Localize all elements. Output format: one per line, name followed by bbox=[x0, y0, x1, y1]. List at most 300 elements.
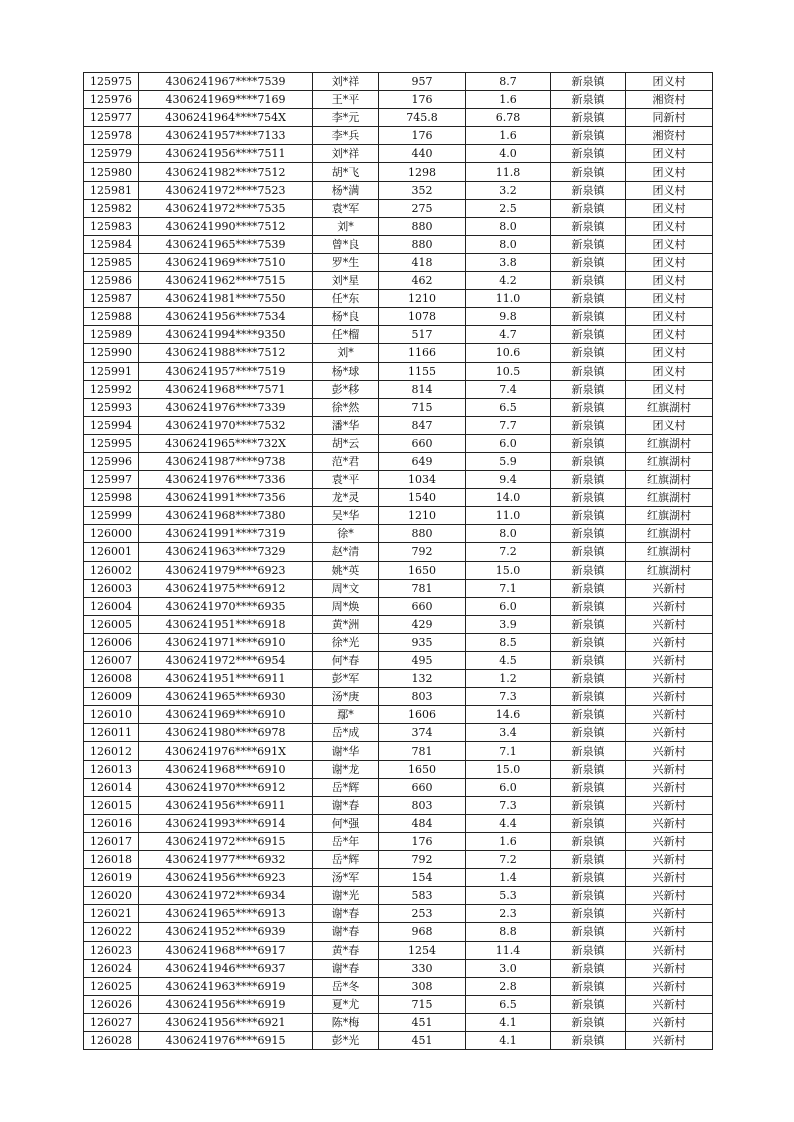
cell-row-number: 126013 bbox=[84, 760, 139, 778]
table-row bbox=[84, 941, 713, 959]
cell-id-number: 4306241969****7169 bbox=[139, 91, 313, 109]
cell-id-number: 4306241970****6912 bbox=[139, 778, 313, 796]
cell-amount: 803 bbox=[379, 796, 466, 814]
cell-amount: 451 bbox=[379, 1013, 466, 1031]
table-row bbox=[84, 724, 713, 742]
cell-village: 兴新村 bbox=[626, 832, 713, 850]
cell-village: 团义村 bbox=[626, 326, 713, 344]
cell-town: 新泉镇 bbox=[551, 91, 626, 109]
cell-person-name: 刘*祥 bbox=[313, 73, 379, 91]
cell-village: 红旗湖村 bbox=[626, 489, 713, 507]
table-row bbox=[84, 561, 713, 579]
cell-town: 新泉镇 bbox=[551, 597, 626, 615]
cell-id-number: 4306241951****6911 bbox=[139, 670, 313, 688]
cell-person-name: 谢*华 bbox=[313, 742, 379, 760]
records-table-body bbox=[84, 73, 713, 1050]
cell-quantity: 8.0 bbox=[466, 217, 551, 235]
cell-row-number: 125980 bbox=[84, 163, 139, 181]
cell-row-number: 126023 bbox=[84, 941, 139, 959]
cell-quantity: 7.4 bbox=[466, 380, 551, 398]
cell-row-number: 126017 bbox=[84, 832, 139, 850]
cell-amount: 715 bbox=[379, 398, 466, 416]
table-row bbox=[84, 760, 713, 778]
cell-town: 新泉镇 bbox=[551, 977, 626, 995]
table-row bbox=[84, 362, 713, 380]
cell-amount: 660 bbox=[379, 597, 466, 615]
cell-village: 同新村 bbox=[626, 109, 713, 127]
cell-amount: 154 bbox=[379, 869, 466, 887]
table-row bbox=[84, 995, 713, 1013]
cell-village: 团义村 bbox=[626, 73, 713, 91]
cell-person-name: 彭*军 bbox=[313, 670, 379, 688]
cell-person-name: 赵*清 bbox=[313, 543, 379, 561]
table-row bbox=[84, 290, 713, 308]
cell-person-name: 罗*生 bbox=[313, 253, 379, 271]
cell-quantity: 4.2 bbox=[466, 272, 551, 290]
cell-town: 新泉镇 bbox=[551, 489, 626, 507]
cell-amount: 792 bbox=[379, 543, 466, 561]
cell-town: 新泉镇 bbox=[551, 633, 626, 651]
cell-town: 新泉镇 bbox=[551, 670, 626, 688]
cell-village: 团义村 bbox=[626, 253, 713, 271]
cell-quantity: 6.78 bbox=[466, 109, 551, 127]
cell-quantity: 4.0 bbox=[466, 145, 551, 163]
cell-row-number: 125977 bbox=[84, 109, 139, 127]
cell-town: 新泉镇 bbox=[551, 652, 626, 670]
cell-amount: 176 bbox=[379, 91, 466, 109]
cell-town: 新泉镇 bbox=[551, 380, 626, 398]
cell-town: 新泉镇 bbox=[551, 543, 626, 561]
cell-row-number: 126009 bbox=[84, 688, 139, 706]
cell-town: 新泉镇 bbox=[551, 452, 626, 470]
cell-row-number: 126015 bbox=[84, 796, 139, 814]
cell-id-number: 4306241962****7515 bbox=[139, 272, 313, 290]
cell-town: 新泉镇 bbox=[551, 760, 626, 778]
table-row bbox=[84, 670, 713, 688]
cell-person-name: 吴*华 bbox=[313, 507, 379, 525]
cell-person-name: 谢*春 bbox=[313, 905, 379, 923]
cell-quantity: 11.4 bbox=[466, 941, 551, 959]
cell-village: 兴新村 bbox=[626, 851, 713, 869]
cell-person-name: 刘*祥 bbox=[313, 145, 379, 163]
cell-quantity: 10.6 bbox=[466, 344, 551, 362]
cell-town: 新泉镇 bbox=[551, 434, 626, 452]
cell-id-number: 4306241976****7336 bbox=[139, 471, 313, 489]
cell-village: 团义村 bbox=[626, 362, 713, 380]
table-row bbox=[84, 181, 713, 199]
cell-town: 新泉镇 bbox=[551, 127, 626, 145]
cell-person-name: 胡*飞 bbox=[313, 163, 379, 181]
table-row bbox=[84, 380, 713, 398]
cell-quantity: 11.0 bbox=[466, 507, 551, 525]
cell-amount: 253 bbox=[379, 905, 466, 923]
cell-village: 兴新村 bbox=[626, 814, 713, 832]
cell-amount: 847 bbox=[379, 416, 466, 434]
table-row bbox=[84, 959, 713, 977]
cell-person-name: 李*兵 bbox=[313, 127, 379, 145]
cell-quantity: 1.6 bbox=[466, 127, 551, 145]
cell-quantity: 2.8 bbox=[466, 977, 551, 995]
cell-amount: 745.8 bbox=[379, 109, 466, 127]
cell-village: 团义村 bbox=[626, 290, 713, 308]
cell-id-number: 4306241972****7523 bbox=[139, 181, 313, 199]
cell-amount: 1155 bbox=[379, 362, 466, 380]
cell-person-name: 刘* bbox=[313, 217, 379, 235]
table-row bbox=[84, 217, 713, 235]
cell-quantity: 4.1 bbox=[466, 1031, 551, 1049]
cell-id-number: 4306241957****7133 bbox=[139, 127, 313, 145]
cell-id-number: 4306241970****6935 bbox=[139, 597, 313, 615]
cell-village: 红旗湖村 bbox=[626, 471, 713, 489]
cell-town: 新泉镇 bbox=[551, 362, 626, 380]
cell-town: 新泉镇 bbox=[551, 742, 626, 760]
cell-amount: 880 bbox=[379, 217, 466, 235]
cell-person-name: 黄*洲 bbox=[313, 615, 379, 633]
cell-amount: 880 bbox=[379, 235, 466, 253]
cell-town: 新泉镇 bbox=[551, 1013, 626, 1031]
cell-amount: 781 bbox=[379, 742, 466, 760]
cell-quantity: 3.4 bbox=[466, 724, 551, 742]
cell-village: 兴新村 bbox=[626, 941, 713, 959]
cell-town: 新泉镇 bbox=[551, 398, 626, 416]
cell-quantity: 6.0 bbox=[466, 597, 551, 615]
cell-village: 兴新村 bbox=[626, 633, 713, 651]
cell-quantity: 1.6 bbox=[466, 91, 551, 109]
cell-quantity: 8.5 bbox=[466, 633, 551, 651]
cell-quantity: 10.5 bbox=[466, 362, 551, 380]
cell-person-name: 谢*龙 bbox=[313, 760, 379, 778]
cell-person-name: 岳*辉 bbox=[313, 851, 379, 869]
cell-id-number: 4306241981****7550 bbox=[139, 290, 313, 308]
cell-id-number: 4306241956****7534 bbox=[139, 308, 313, 326]
cell-village: 兴新村 bbox=[626, 959, 713, 977]
cell-quantity: 1.6 bbox=[466, 832, 551, 850]
cell-village: 团义村 bbox=[626, 199, 713, 217]
cell-amount: 814 bbox=[379, 380, 466, 398]
cell-id-number: 4306241991****7319 bbox=[139, 525, 313, 543]
cell-id-number: 4306241982****7512 bbox=[139, 163, 313, 181]
table-row bbox=[84, 706, 713, 724]
cell-town: 新泉镇 bbox=[551, 235, 626, 253]
cell-village: 红旗湖村 bbox=[626, 525, 713, 543]
cell-id-number: 4306241972****6915 bbox=[139, 832, 313, 850]
cell-quantity: 9.4 bbox=[466, 471, 551, 489]
cell-amount: 484 bbox=[379, 814, 466, 832]
cell-quantity: 7.1 bbox=[466, 579, 551, 597]
cell-village: 兴新村 bbox=[626, 796, 713, 814]
cell-person-name: 鄢* bbox=[313, 706, 379, 724]
cell-person-name: 胡*云 bbox=[313, 434, 379, 452]
cell-row-number: 126006 bbox=[84, 633, 139, 651]
cell-village: 红旗湖村 bbox=[626, 398, 713, 416]
cell-village: 兴新村 bbox=[626, 597, 713, 615]
cell-quantity: 6.0 bbox=[466, 778, 551, 796]
cell-id-number: 4306241956****6923 bbox=[139, 869, 313, 887]
cell-village: 兴新村 bbox=[626, 688, 713, 706]
cell-person-name: 曾*良 bbox=[313, 235, 379, 253]
cell-quantity: 3.9 bbox=[466, 615, 551, 633]
table-row bbox=[84, 1013, 713, 1031]
cell-village: 团义村 bbox=[626, 416, 713, 434]
cell-id-number: 4306241956****6911 bbox=[139, 796, 313, 814]
cell-id-number: 4306241967****7539 bbox=[139, 73, 313, 91]
cell-id-number: 4306241972****6934 bbox=[139, 887, 313, 905]
records-table bbox=[83, 72, 713, 1050]
cell-town: 新泉镇 bbox=[551, 181, 626, 199]
cell-person-name: 汤*军 bbox=[313, 869, 379, 887]
cell-town: 新泉镇 bbox=[551, 814, 626, 832]
table-row bbox=[84, 127, 713, 145]
cell-amount: 1254 bbox=[379, 941, 466, 959]
cell-row-number: 126016 bbox=[84, 814, 139, 832]
cell-id-number: 4306241965****6913 bbox=[139, 905, 313, 923]
cell-row-number: 125996 bbox=[84, 452, 139, 470]
cell-id-number: 4306241956****7511 bbox=[139, 145, 313, 163]
cell-quantity: 1.2 bbox=[466, 670, 551, 688]
cell-quantity: 3.0 bbox=[466, 959, 551, 977]
cell-town: 新泉镇 bbox=[551, 995, 626, 1013]
cell-person-name: 陈*梅 bbox=[313, 1013, 379, 1031]
cell-village: 兴新村 bbox=[626, 1031, 713, 1049]
table-row bbox=[84, 109, 713, 127]
cell-row-number: 125995 bbox=[84, 434, 139, 452]
table-row bbox=[84, 851, 713, 869]
cell-amount: 308 bbox=[379, 977, 466, 995]
cell-town: 新泉镇 bbox=[551, 796, 626, 814]
cell-row-number: 125984 bbox=[84, 235, 139, 253]
cell-person-name: 夏*尤 bbox=[313, 995, 379, 1013]
cell-quantity: 15.0 bbox=[466, 760, 551, 778]
cell-id-number: 4306241969****6910 bbox=[139, 706, 313, 724]
cell-id-number: 4306241952****6939 bbox=[139, 923, 313, 941]
cell-village: 团义村 bbox=[626, 380, 713, 398]
table-row bbox=[84, 326, 713, 344]
cell-quantity: 2.5 bbox=[466, 199, 551, 217]
cell-person-name: 徐*光 bbox=[313, 633, 379, 651]
cell-row-number: 125983 bbox=[84, 217, 139, 235]
cell-town: 新泉镇 bbox=[551, 869, 626, 887]
cell-id-number: 4306241965****6930 bbox=[139, 688, 313, 706]
cell-row-number: 126008 bbox=[84, 670, 139, 688]
table-row bbox=[84, 145, 713, 163]
cell-row-number: 126025 bbox=[84, 977, 139, 995]
cell-row-number: 125990 bbox=[84, 344, 139, 362]
table-row bbox=[84, 199, 713, 217]
cell-quantity: 15.0 bbox=[466, 561, 551, 579]
cell-quantity: 4.5 bbox=[466, 652, 551, 670]
cell-amount: 583 bbox=[379, 887, 466, 905]
cell-amount: 352 bbox=[379, 181, 466, 199]
cell-row-number: 126003 bbox=[84, 579, 139, 597]
cell-row-number: 125988 bbox=[84, 308, 139, 326]
cell-town: 新泉镇 bbox=[551, 272, 626, 290]
cell-quantity: 8.8 bbox=[466, 923, 551, 941]
cell-id-number: 4306241972****7535 bbox=[139, 199, 313, 217]
cell-quantity: 8.7 bbox=[466, 73, 551, 91]
cell-amount: 495 bbox=[379, 652, 466, 670]
cell-town: 新泉镇 bbox=[551, 959, 626, 977]
cell-row-number: 126002 bbox=[84, 561, 139, 579]
cell-person-name: 彭*移 bbox=[313, 380, 379, 398]
cell-amount: 660 bbox=[379, 434, 466, 452]
table-row bbox=[84, 778, 713, 796]
cell-row-number: 126012 bbox=[84, 742, 139, 760]
cell-town: 新泉镇 bbox=[551, 344, 626, 362]
cell-amount: 803 bbox=[379, 688, 466, 706]
cell-amount: 781 bbox=[379, 579, 466, 597]
cell-village: 红旗湖村 bbox=[626, 452, 713, 470]
table-row bbox=[84, 416, 713, 434]
cell-amount: 1210 bbox=[379, 290, 466, 308]
cell-amount: 935 bbox=[379, 633, 466, 651]
cell-village: 兴新村 bbox=[626, 778, 713, 796]
cell-town: 新泉镇 bbox=[551, 416, 626, 434]
cell-id-number: 4306241994****9350 bbox=[139, 326, 313, 344]
cell-person-name: 刘* bbox=[313, 344, 379, 362]
cell-amount: 429 bbox=[379, 615, 466, 633]
cell-town: 新泉镇 bbox=[551, 561, 626, 579]
cell-person-name: 岳*冬 bbox=[313, 977, 379, 995]
cell-id-number: 4306241963****7329 bbox=[139, 543, 313, 561]
cell-village: 兴新村 bbox=[626, 923, 713, 941]
cell-id-number: 4306241991****7356 bbox=[139, 489, 313, 507]
table-row bbox=[84, 73, 713, 91]
cell-id-number: 4306241972****6954 bbox=[139, 652, 313, 670]
cell-id-number: 4306241975****6912 bbox=[139, 579, 313, 597]
cell-town: 新泉镇 bbox=[551, 163, 626, 181]
table-row bbox=[84, 814, 713, 832]
cell-person-name: 岳*辉 bbox=[313, 778, 379, 796]
cell-town: 新泉镇 bbox=[551, 109, 626, 127]
table-row bbox=[84, 452, 713, 470]
cell-quantity: 14.0 bbox=[466, 489, 551, 507]
table-row bbox=[84, 434, 713, 452]
cell-id-number: 4306241956****6919 bbox=[139, 995, 313, 1013]
table-row bbox=[84, 688, 713, 706]
cell-town: 新泉镇 bbox=[551, 832, 626, 850]
cell-person-name: 袁*平 bbox=[313, 471, 379, 489]
cell-village: 团义村 bbox=[626, 145, 713, 163]
cell-village: 兴新村 bbox=[626, 995, 713, 1013]
cell-quantity: 8.0 bbox=[466, 525, 551, 543]
table-row bbox=[84, 543, 713, 561]
cell-amount: 374 bbox=[379, 724, 466, 742]
cell-town: 新泉镇 bbox=[551, 778, 626, 796]
cell-amount: 330 bbox=[379, 959, 466, 977]
cell-person-name: 王*平 bbox=[313, 91, 379, 109]
cell-id-number: 4306241993****6914 bbox=[139, 814, 313, 832]
table-row bbox=[84, 597, 713, 615]
cell-amount: 1540 bbox=[379, 489, 466, 507]
cell-amount: 1650 bbox=[379, 561, 466, 579]
cell-row-number: 125997 bbox=[84, 471, 139, 489]
cell-amount: 176 bbox=[379, 127, 466, 145]
cell-person-name: 任*东 bbox=[313, 290, 379, 308]
cell-row-number: 125994 bbox=[84, 416, 139, 434]
cell-village: 红旗湖村 bbox=[626, 561, 713, 579]
cell-person-name: 姚*英 bbox=[313, 561, 379, 579]
cell-town: 新泉镇 bbox=[551, 1031, 626, 1049]
cell-quantity: 4.4 bbox=[466, 814, 551, 832]
cell-row-number: 125978 bbox=[84, 127, 139, 145]
cell-amount: 176 bbox=[379, 832, 466, 850]
cell-id-number: 4306241979****6923 bbox=[139, 561, 313, 579]
cell-village: 团义村 bbox=[626, 217, 713, 235]
cell-row-number: 126022 bbox=[84, 923, 139, 941]
cell-id-number: 4306241990****7512 bbox=[139, 217, 313, 235]
cell-row-number: 125979 bbox=[84, 145, 139, 163]
cell-quantity: 7.7 bbox=[466, 416, 551, 434]
cell-quantity: 6.5 bbox=[466, 995, 551, 1013]
cell-id-number: 4306241971****6910 bbox=[139, 633, 313, 651]
cell-village: 湘资村 bbox=[626, 127, 713, 145]
cell-town: 新泉镇 bbox=[551, 851, 626, 869]
cell-row-number: 125987 bbox=[84, 290, 139, 308]
cell-id-number: 4306241976****691X bbox=[139, 742, 313, 760]
table-row bbox=[84, 344, 713, 362]
cell-row-number: 125992 bbox=[84, 380, 139, 398]
cell-amount: 1650 bbox=[379, 760, 466, 778]
cell-person-name: 岳*成 bbox=[313, 724, 379, 742]
cell-town: 新泉镇 bbox=[551, 217, 626, 235]
cell-village: 团义村 bbox=[626, 272, 713, 290]
cell-village: 兴新村 bbox=[626, 579, 713, 597]
table-row bbox=[84, 887, 713, 905]
cell-village: 团义村 bbox=[626, 308, 713, 326]
cell-id-number: 4306241968****6910 bbox=[139, 760, 313, 778]
table-row bbox=[84, 832, 713, 850]
table-row bbox=[84, 272, 713, 290]
cell-quantity: 11.8 bbox=[466, 163, 551, 181]
cell-row-number: 126026 bbox=[84, 995, 139, 1013]
cell-town: 新泉镇 bbox=[551, 199, 626, 217]
cell-row-number: 125981 bbox=[84, 181, 139, 199]
cell-town: 新泉镇 bbox=[551, 579, 626, 597]
cell-person-name: 袁*军 bbox=[313, 199, 379, 217]
cell-town: 新泉镇 bbox=[551, 724, 626, 742]
cell-amount: 1034 bbox=[379, 471, 466, 489]
table-row bbox=[84, 633, 713, 651]
table-row bbox=[84, 507, 713, 525]
cell-id-number: 4306241976****7339 bbox=[139, 398, 313, 416]
cell-village: 湘资村 bbox=[626, 91, 713, 109]
cell-amount: 649 bbox=[379, 452, 466, 470]
cell-amount: 1166 bbox=[379, 344, 466, 362]
cell-amount: 792 bbox=[379, 851, 466, 869]
cell-amount: 957 bbox=[379, 73, 466, 91]
cell-row-number: 125989 bbox=[84, 326, 139, 344]
cell-quantity: 5.3 bbox=[466, 887, 551, 905]
cell-village: 兴新村 bbox=[626, 670, 713, 688]
table-row bbox=[84, 91, 713, 109]
cell-quantity: 2.3 bbox=[466, 905, 551, 923]
table-row bbox=[84, 525, 713, 543]
table-row bbox=[84, 652, 713, 670]
table-row bbox=[84, 398, 713, 416]
cell-id-number: 4306241976****6915 bbox=[139, 1031, 313, 1049]
cell-village: 兴新村 bbox=[626, 887, 713, 905]
table-row bbox=[84, 471, 713, 489]
cell-amount: 275 bbox=[379, 199, 466, 217]
cell-village: 红旗湖村 bbox=[626, 507, 713, 525]
cell-quantity: 3.8 bbox=[466, 253, 551, 271]
cell-person-name: 汤*庚 bbox=[313, 688, 379, 706]
cell-amount: 1606 bbox=[379, 706, 466, 724]
cell-person-name: 周*焕 bbox=[313, 597, 379, 615]
cell-amount: 660 bbox=[379, 778, 466, 796]
cell-id-number: 4306241963****6919 bbox=[139, 977, 313, 995]
cell-village: 兴新村 bbox=[626, 977, 713, 995]
